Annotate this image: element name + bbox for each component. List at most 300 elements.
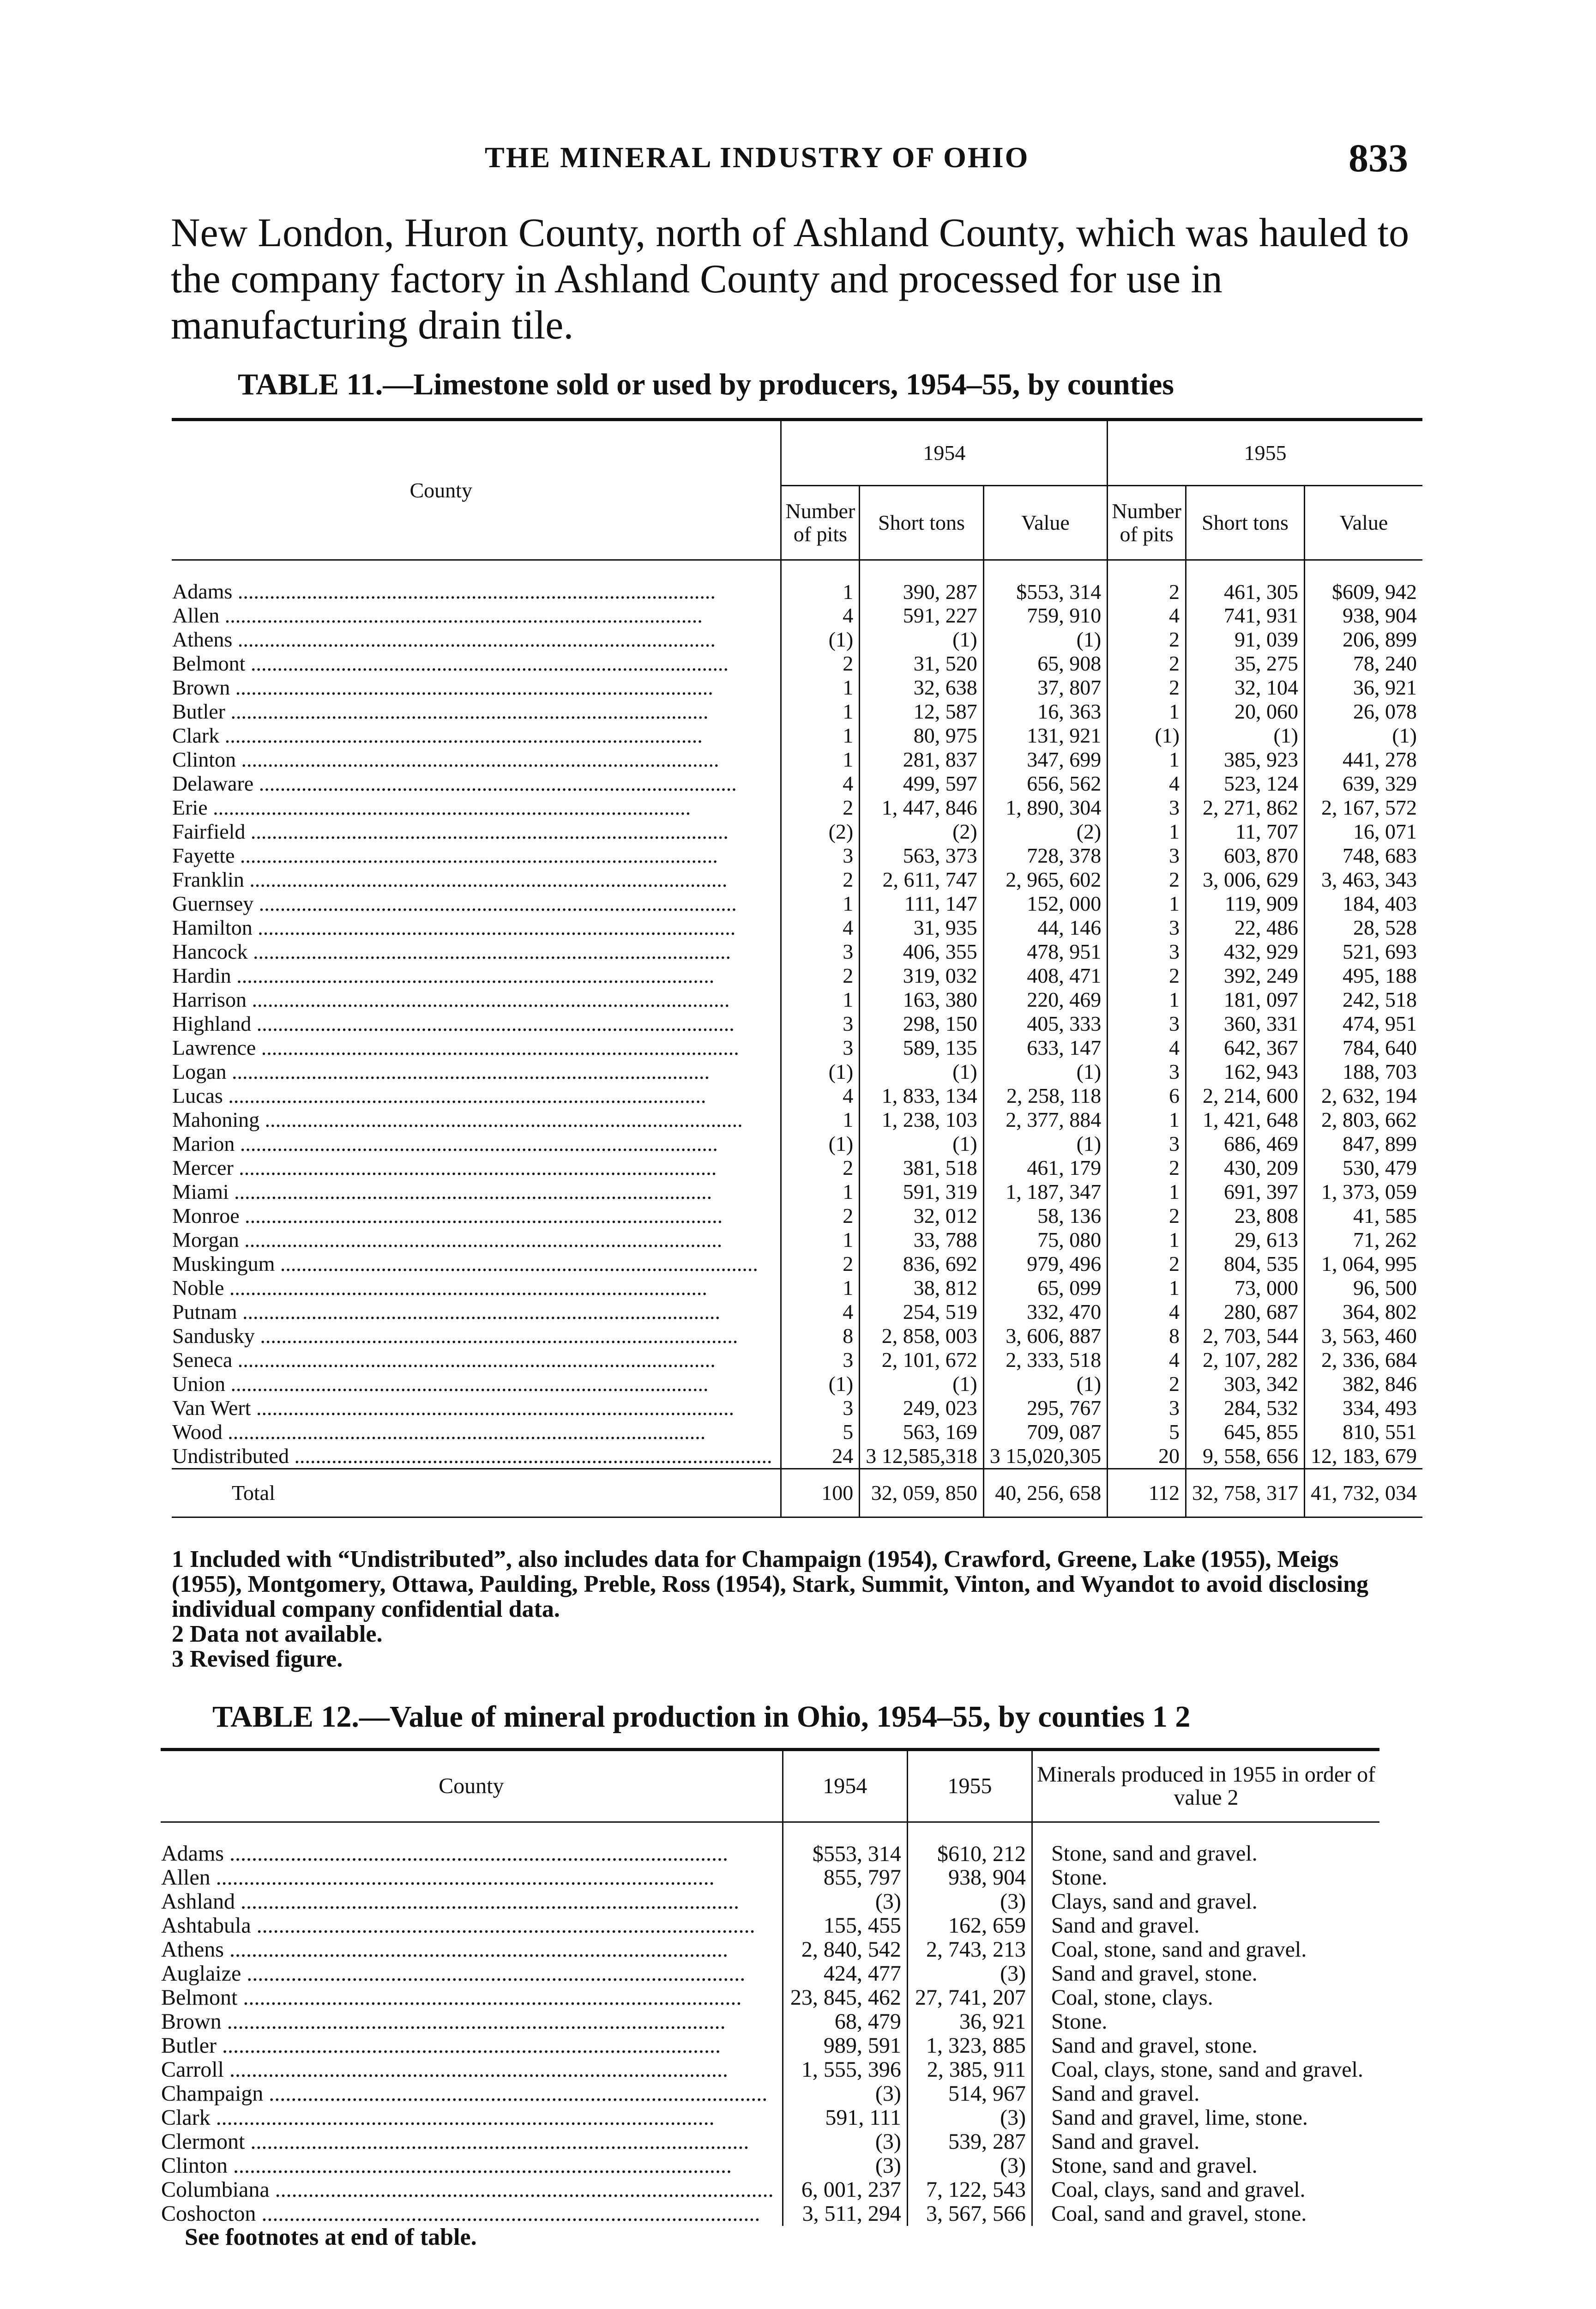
t11-cell-v55: 28, 528 bbox=[1304, 916, 1422, 940]
t11-cell-v54: 408, 471 bbox=[983, 964, 1108, 988]
t11-cell-t55: (1) bbox=[1186, 724, 1304, 748]
t11-cell-p55: 4 bbox=[1108, 1300, 1186, 1324]
t11-cell-p54: 1 bbox=[781, 892, 860, 916]
t11-county-cell bbox=[172, 1036, 781, 1060]
t11-cell-t55: 385, 923 bbox=[1186, 748, 1304, 772]
t11-cell-p55: 1 bbox=[1108, 820, 1186, 844]
t12-cell-minerals: Sand and gravel. bbox=[1032, 1914, 1379, 1938]
t12-row bbox=[161, 1822, 1379, 1866]
t11-cell-t55: 280, 687 bbox=[1186, 1300, 1304, 1324]
t11-cell-v55: 441, 278 bbox=[1304, 748, 1422, 772]
t11-row bbox=[172, 1060, 1422, 1084]
t11-row bbox=[172, 772, 1422, 796]
t12-cell-1954: 68, 479 bbox=[783, 2010, 907, 2034]
t12-row bbox=[161, 2202, 1379, 2226]
t11-county-name: Hardin .......................................................................................... bbox=[172, 964, 715, 987]
t11-cell-p55: 4 bbox=[1108, 604, 1186, 628]
t11-cell-v55: 748, 683 bbox=[1304, 844, 1422, 868]
t11-cell-v55: 639, 329 bbox=[1304, 772, 1422, 796]
t11-cell-p55: 2 bbox=[1108, 676, 1186, 700]
t11-cell-p55: 4 bbox=[1108, 772, 1186, 796]
t11-cell-p54: 1 bbox=[781, 988, 860, 1012]
t11-county-name: Muskingum .......................................................................................... bbox=[172, 1252, 758, 1275]
t11-cell-p55: 2 bbox=[1108, 1372, 1186, 1396]
t11-county-name: Wood .......................................................................................... bbox=[172, 1420, 706, 1444]
t11-county-name: Mahoning .......................................................................................... bbox=[172, 1108, 743, 1131]
t11-cell-v55: 3, 463, 343 bbox=[1304, 868, 1422, 892]
t11-cell-t54: 499, 597 bbox=[860, 772, 984, 796]
t11-county-cell bbox=[172, 988, 781, 1012]
t11-cell-p55: 3 bbox=[1108, 940, 1186, 964]
t11-cell-v54: 2, 377, 884 bbox=[983, 1108, 1108, 1132]
t11-cell-t55: 32, 104 bbox=[1186, 676, 1304, 700]
t12-county-cell bbox=[161, 1986, 783, 2010]
t11-row bbox=[172, 560, 1422, 604]
t11-cell-t54: 31, 935 bbox=[860, 916, 984, 940]
t12-cell-1955: (3) bbox=[907, 1890, 1032, 1914]
t11-cell-p54: 1 bbox=[781, 1108, 860, 1132]
t11-row bbox=[172, 988, 1422, 1012]
t11-cell-p55: 3 bbox=[1108, 796, 1186, 820]
running-title: THE MINERAL INDUSTRY OF OHIO bbox=[485, 141, 1030, 174]
t11-cell-p54: (1) bbox=[781, 628, 860, 652]
t11-cell-v55: 530, 479 bbox=[1304, 1156, 1422, 1180]
t11-county-name: Putnam .......................................................................................... bbox=[172, 1300, 721, 1324]
t11-cell-t54: (1) bbox=[860, 1132, 984, 1156]
page-header bbox=[171, 135, 1408, 186]
t11-cell-p54: 1 bbox=[781, 1228, 860, 1252]
t12-cell-1954: (3) bbox=[783, 2082, 907, 2106]
t11-cell-v54: 75, 080 bbox=[983, 1228, 1108, 1252]
t11-total-label: Total bbox=[172, 1469, 781, 1517]
t11-county-name: Harrison .......................................................................................... bbox=[172, 988, 730, 1011]
t11-total-tons-1955: 32, 758, 317 bbox=[1186, 1469, 1304, 1517]
t11-cell-p55: 1 bbox=[1108, 892, 1186, 916]
t12-row bbox=[161, 2130, 1379, 2154]
t11-county-cell bbox=[172, 676, 781, 700]
t11-cell-p55: 3 bbox=[1108, 1012, 1186, 1036]
t11-cell-v54: 131, 921 bbox=[983, 724, 1108, 748]
t11-cell-t54: (1) bbox=[860, 1372, 984, 1396]
t12-county-name: Athens .......................................................................................... bbox=[161, 1938, 728, 1961]
t11-cell-p55: 2 bbox=[1108, 628, 1186, 652]
t11-cell-t54: 1, 447, 846 bbox=[860, 796, 984, 820]
t11-row bbox=[172, 916, 1422, 940]
t11-cell-p54: 1 bbox=[781, 676, 860, 700]
t11-cell-p54: 3 bbox=[781, 1348, 860, 1372]
t11-cell-v55: 2, 336, 684 bbox=[1304, 1348, 1422, 1372]
t11-county-name: Logan .......................................................................................... bbox=[172, 1060, 710, 1083]
t11-cell-p55: 6 bbox=[1108, 1084, 1186, 1108]
t11-cell-v54: (2) bbox=[983, 820, 1108, 844]
t12-cell-1954: 1, 555, 396 bbox=[783, 2058, 907, 2082]
t11-cell-p54: (1) bbox=[781, 1060, 860, 1084]
t12-cell-1955: 539, 287 bbox=[907, 2130, 1032, 2154]
t11-county-name: Adams .......................................................................................... bbox=[172, 580, 716, 603]
t12-cell-1955: (3) bbox=[907, 2106, 1032, 2130]
t11-cell-t55: 181, 097 bbox=[1186, 988, 1304, 1012]
t11-cell-t55: 1, 421, 648 bbox=[1186, 1108, 1304, 1132]
t11-pits-1954-header: Number of pits bbox=[781, 486, 860, 560]
t11-cell-t54: 163, 380 bbox=[860, 988, 984, 1012]
t11-cell-p54: 1 bbox=[781, 748, 860, 772]
t11-cell-v54: 1, 890, 304 bbox=[983, 796, 1108, 820]
t11-cell-t55: 22, 486 bbox=[1186, 916, 1304, 940]
t11-row bbox=[172, 1084, 1422, 1108]
t11-cell-p54: 2 bbox=[781, 1252, 860, 1276]
t11-cell-p55: 2 bbox=[1108, 868, 1186, 892]
t12-county-cell bbox=[161, 2154, 783, 2178]
t12-row bbox=[161, 2178, 1379, 2202]
t12-minerals-header: Minerals produced in 1955 in order of value 2 bbox=[1032, 1750, 1379, 1822]
t11-cell-t55: 432, 929 bbox=[1186, 940, 1304, 964]
t11-cell-t54: 254, 519 bbox=[860, 1300, 984, 1324]
t12-row bbox=[161, 1914, 1379, 1938]
t11-cell-t55: 430, 209 bbox=[1186, 1156, 1304, 1180]
t11-county-name: Fayette .......................................................................................... bbox=[172, 844, 718, 867]
table-11-caption: TABLE 11.—Limestone sold or used by producers, 1954–55, by counties bbox=[238, 368, 1174, 401]
t11-county-cell bbox=[172, 1324, 781, 1348]
t12-county-cell bbox=[161, 2082, 783, 2106]
t11-row bbox=[172, 1132, 1422, 1156]
t12-cell-1954: (3) bbox=[783, 2130, 907, 2154]
t11-cell-v54: 16, 363 bbox=[983, 700, 1108, 724]
t11-cell-p55: 20 bbox=[1108, 1444, 1186, 1469]
t11-county-name: Allen .......................................................................................... bbox=[172, 604, 703, 627]
t11-county-name: Union .......................................................................................... bbox=[172, 1372, 709, 1396]
t11-cell-t55: 686, 469 bbox=[1186, 1132, 1304, 1156]
t12-county-cell bbox=[161, 1962, 783, 1986]
t12-cell-minerals: Sand and gravel. bbox=[1032, 2130, 1379, 2154]
t12-cell-1954: 23, 845, 462 bbox=[783, 1986, 907, 2010]
t12-row bbox=[161, 2058, 1379, 2082]
t11-value-1954-header: Value bbox=[983, 486, 1108, 560]
t12-county-cell bbox=[161, 2202, 783, 2226]
footnote-3: 3 Revised figure. bbox=[172, 1646, 343, 1672]
t11-cell-v54: 3 15,020,305 bbox=[983, 1444, 1108, 1469]
t11-cell-p54: 2 bbox=[781, 964, 860, 988]
t11-county-cell bbox=[172, 748, 781, 772]
t12-body bbox=[161, 1822, 1379, 2226]
t12-county-name: Champaign .......................................................................................... bbox=[161, 2082, 768, 2105]
t12-cell-1954: 155, 455 bbox=[783, 1914, 907, 1938]
t12-county-name: Ashland .......................................................................................... bbox=[161, 1890, 739, 1913]
t12-cell-1954: 855, 797 bbox=[783, 1866, 907, 1890]
t11-row bbox=[172, 724, 1422, 748]
t11-county-cell bbox=[172, 1132, 781, 1156]
t11-cell-p54: 2 bbox=[781, 652, 860, 676]
t11-cell-v55: 938, 904 bbox=[1304, 604, 1422, 628]
t12-cell-1955: (3) bbox=[907, 2154, 1032, 2178]
t11-county-name: Lucas .......................................................................................... bbox=[172, 1084, 706, 1107]
t11-row bbox=[172, 1156, 1422, 1180]
t12-county-name: Ashtabula .......................................................................................... bbox=[161, 1914, 755, 1937]
t11-row bbox=[172, 1324, 1422, 1348]
table-11 bbox=[172, 418, 1422, 1518]
t12-cell-1955: 36, 921 bbox=[907, 2010, 1032, 2034]
t11-cell-t54: 3 12,585,318 bbox=[860, 1444, 984, 1469]
t12-cell-minerals: Coal, stone, clays. bbox=[1032, 1986, 1379, 2010]
t11-cell-t54: (1) bbox=[860, 628, 984, 652]
t11-county-cell bbox=[172, 1156, 781, 1180]
t11-cell-v54: 347, 699 bbox=[983, 748, 1108, 772]
t12-row bbox=[161, 1962, 1379, 1986]
t11-county-cell bbox=[172, 700, 781, 724]
t11-cell-t55: 392, 249 bbox=[1186, 964, 1304, 988]
t11-cell-v55: 382, 846 bbox=[1304, 1372, 1422, 1396]
t11-cell-v55: 26, 078 bbox=[1304, 700, 1422, 724]
t11-cell-p54: (2) bbox=[781, 820, 860, 844]
t11-cell-t54: 249, 023 bbox=[860, 1396, 984, 1420]
t12-row bbox=[161, 1866, 1379, 1890]
t11-county-header: County bbox=[172, 420, 781, 560]
t11-county-name: Seneca .......................................................................................... bbox=[172, 1348, 716, 1372]
t12-cell-1955: 7, 122, 543 bbox=[907, 2178, 1032, 2202]
t12-county-name: Belmont .......................................................................................... bbox=[161, 1986, 742, 2009]
t12-row bbox=[161, 2082, 1379, 2106]
t11-cell-v54: 728, 378 bbox=[983, 844, 1108, 868]
t11-county-cell bbox=[172, 560, 781, 604]
t11-row bbox=[172, 1252, 1422, 1276]
t11-row bbox=[172, 1444, 1422, 1469]
t11-county-name: Noble .......................................................................................... bbox=[172, 1276, 707, 1300]
t11-county-cell bbox=[172, 772, 781, 796]
t12-cell-minerals: Stone. bbox=[1032, 2010, 1379, 2034]
t11-cell-p55: 1 bbox=[1108, 1276, 1186, 1300]
t11-row bbox=[172, 820, 1422, 844]
t12-cell-1954: 591, 111 bbox=[783, 2106, 907, 2130]
t11-cell-v55: 474, 951 bbox=[1304, 1012, 1422, 1036]
t11-cell-t55: 645, 855 bbox=[1186, 1420, 1304, 1444]
t11-county-name: Erie .......................................................................................... bbox=[172, 796, 691, 819]
t11-cell-t55: 2, 271, 862 bbox=[1186, 796, 1304, 820]
t11-cell-t55: 23, 808 bbox=[1186, 1204, 1304, 1228]
t11-row bbox=[172, 796, 1422, 820]
t11-row bbox=[172, 748, 1422, 772]
t11-cell-t54: (1) bbox=[860, 1060, 984, 1084]
t11-cell-t55: 20, 060 bbox=[1186, 700, 1304, 724]
t11-cell-p55: 2 bbox=[1108, 652, 1186, 676]
t11-county-name: Highland .......................................................................................... bbox=[172, 1012, 735, 1035]
t11-cell-p54: 8 bbox=[781, 1324, 860, 1348]
t11-cell-v54: 3, 606, 887 bbox=[983, 1324, 1108, 1348]
t11-row bbox=[172, 1396, 1422, 1420]
t11-cell-t55: 461, 305 bbox=[1186, 560, 1304, 604]
t11-cell-v54: 709, 087 bbox=[983, 1420, 1108, 1444]
t11-cell-t55: 360, 331 bbox=[1186, 1012, 1304, 1036]
t11-row bbox=[172, 1348, 1422, 1372]
t11-cell-v55: 3, 563, 460 bbox=[1304, 1324, 1422, 1348]
t11-cell-t54: 298, 150 bbox=[860, 1012, 984, 1036]
t11-year-1954: 1954 bbox=[781, 420, 1108, 486]
t11-cell-t54: 591, 227 bbox=[860, 604, 984, 628]
t12-cell-1954: (3) bbox=[783, 1890, 907, 1914]
t11-cell-v54: 44, 146 bbox=[983, 916, 1108, 940]
t11-county-cell bbox=[172, 1060, 781, 1084]
t11-cell-p55: 1 bbox=[1108, 1108, 1186, 1132]
t11-county-cell bbox=[172, 1396, 781, 1420]
t11-cell-p54: 1 bbox=[781, 1276, 860, 1300]
t11-county-cell bbox=[172, 1204, 781, 1228]
t11-cell-t55: 29, 613 bbox=[1186, 1228, 1304, 1252]
t12-county-name: Carroll .......................................................................................... bbox=[161, 2058, 728, 2081]
t11-cell-v54: (1) bbox=[983, 1372, 1108, 1396]
t11-cell-p54: 1 bbox=[781, 560, 860, 604]
t11-cell-t54: 111, 147 bbox=[860, 892, 984, 916]
t11-cell-p54: 3 bbox=[781, 940, 860, 964]
t11-cell-p55: 2 bbox=[1108, 1252, 1186, 1276]
t11-cell-t54: 406, 355 bbox=[860, 940, 984, 964]
t11-county-name: Clinton .......................................................................................... bbox=[172, 748, 719, 771]
t11-county-name: Belmont .......................................................................................... bbox=[172, 652, 729, 675]
t11-row bbox=[172, 1228, 1422, 1252]
t11-cell-p55: 1 bbox=[1108, 700, 1186, 724]
t12-cell-minerals: Coal, clays, stone, sand and gravel. bbox=[1032, 2058, 1379, 2082]
t12-1955-header: 1955 bbox=[907, 1750, 1032, 1822]
t11-total-pits-1954: 100 bbox=[781, 1469, 860, 1517]
t11-cell-p54: 2 bbox=[781, 1156, 860, 1180]
t11-row bbox=[172, 892, 1422, 916]
t11-row bbox=[172, 1276, 1422, 1300]
t12-cell-1955: 2, 385, 911 bbox=[907, 2058, 1032, 2082]
t11-cell-t55: 119, 909 bbox=[1186, 892, 1304, 916]
table-12 bbox=[161, 1748, 1379, 2226]
t12-cell-1954: 989, 591 bbox=[783, 2034, 907, 2058]
t12-row bbox=[161, 2010, 1379, 2034]
t12-cell-minerals: Coal, stone, sand and gravel. bbox=[1032, 1938, 1379, 1962]
t11-row bbox=[172, 1420, 1422, 1444]
t11-cell-t54: 80, 975 bbox=[860, 724, 984, 748]
t11-pits-1955-header: Number of pits bbox=[1108, 486, 1186, 560]
footnote-1: 1 Included with “Undistributed”, also includes data for Champaign (1954), Crawford, Greene, Lake (1955), Meigs (1955), Montgomery, Ottawa, Paulding, Preble, Ross (1954), Stark, Summit, Vinton, and Wyandot to avoid disclosing individual company confidential data. bbox=[172, 1546, 1369, 1622]
t12-county-cell bbox=[161, 2010, 783, 2034]
t11-county-cell bbox=[172, 844, 781, 868]
t11-cell-v54: 759, 910 bbox=[983, 604, 1108, 628]
t11-county-cell bbox=[172, 1276, 781, 1300]
t11-cell-p55: 1 bbox=[1108, 1180, 1186, 1204]
t11-cell-t55: 642, 367 bbox=[1186, 1036, 1304, 1060]
t11-county-cell bbox=[172, 940, 781, 964]
t12-cell-1954: 3, 511, 294 bbox=[783, 2202, 907, 2226]
t12-row bbox=[161, 2034, 1379, 2058]
t11-cell-p54: 3 bbox=[781, 1396, 860, 1420]
t12-cell-1955: 162, 659 bbox=[907, 1914, 1032, 1938]
t11-cell-v54: 332, 470 bbox=[983, 1300, 1108, 1324]
t11-cell-t54: 2, 101, 672 bbox=[860, 1348, 984, 1372]
t11-county-name: Morgan .......................................................................................... bbox=[172, 1228, 723, 1251]
table-12-caption: TABLE 12.—Value of mineral production in Ohio, 1954–55, by counties 1 2 bbox=[212, 1700, 1191, 1734]
t11-cell-v55: 71, 262 bbox=[1304, 1228, 1422, 1252]
t11-county-name: Mercer .......................................................................................... bbox=[172, 1156, 717, 1179]
t11-county-name: Delaware .......................................................................................... bbox=[172, 772, 737, 795]
t11-cell-v55: (1) bbox=[1304, 724, 1422, 748]
t11-cell-v55: 810, 551 bbox=[1304, 1420, 1422, 1444]
t12-cell-minerals: Stone, sand and gravel. bbox=[1032, 2154, 1379, 2178]
t11-cell-v55: 96, 500 bbox=[1304, 1276, 1422, 1300]
t11-total-value-1955: 41, 732, 034 bbox=[1304, 1469, 1422, 1517]
t11-cell-p55: (1) bbox=[1108, 724, 1186, 748]
t12-cell-1954: 6, 001, 237 bbox=[783, 2178, 907, 2202]
t11-cell-t54: (2) bbox=[860, 820, 984, 844]
t12-county-cell bbox=[161, 2034, 783, 2058]
t11-cell-p55: 5 bbox=[1108, 1420, 1186, 1444]
t11-cell-t54: 591, 319 bbox=[860, 1180, 984, 1204]
t11-cell-v54: 979, 496 bbox=[983, 1252, 1108, 1276]
t11-cell-p54: 3 bbox=[781, 1012, 860, 1036]
t11-cell-v55: 36, 921 bbox=[1304, 676, 1422, 700]
t11-county-name: Hamilton .......................................................................................... bbox=[172, 916, 736, 939]
t11-county-cell bbox=[172, 892, 781, 916]
t11-cell-t55: 3, 006, 629 bbox=[1186, 868, 1304, 892]
t11-county-cell bbox=[172, 1084, 781, 1108]
t11-cell-v54: (1) bbox=[983, 1060, 1108, 1084]
t11-cell-v55: $609, 942 bbox=[1304, 560, 1422, 604]
t12-county-name: Clark .......................................................................................... bbox=[161, 2106, 715, 2129]
t11-county-name: Clark .......................................................................................... bbox=[172, 724, 703, 747]
t12-county-cell bbox=[161, 1866, 783, 1890]
t11-cell-v55: 206, 899 bbox=[1304, 628, 1422, 652]
t11-cell-t55: 162, 943 bbox=[1186, 1060, 1304, 1084]
t11-county-cell bbox=[172, 1300, 781, 1324]
t11-row bbox=[172, 1108, 1422, 1132]
t12-county-name: Allen .......................................................................................... bbox=[161, 1866, 715, 1889]
t11-cell-t54: 2, 858, 003 bbox=[860, 1324, 984, 1348]
t11-cell-t54: 33, 788 bbox=[860, 1228, 984, 1252]
t11-county-name: Fairfield .......................................................................................... bbox=[172, 820, 729, 843]
t11-cell-t54: 2, 611, 747 bbox=[860, 868, 984, 892]
t11-county-cell bbox=[172, 1420, 781, 1444]
t11-cell-p54: (1) bbox=[781, 1132, 860, 1156]
t11-cell-t54: 589, 135 bbox=[860, 1036, 984, 1060]
t11-cell-v54: 656, 562 bbox=[983, 772, 1108, 796]
t11-cell-p55: 1 bbox=[1108, 748, 1186, 772]
t12-county-cell bbox=[161, 1890, 783, 1914]
t11-cell-t54: 12, 587 bbox=[860, 700, 984, 724]
t12-cell-minerals: Sand and gravel. bbox=[1032, 2082, 1379, 2106]
t11-cell-p54: 2 bbox=[781, 796, 860, 820]
t11-cell-t54: 31, 520 bbox=[860, 652, 984, 676]
t12-cell-minerals: Sand and gravel, stone. bbox=[1032, 2034, 1379, 2058]
t12-cell-minerals: Sand and gravel, stone. bbox=[1032, 1962, 1379, 1986]
t11-cell-t54: 32, 012 bbox=[860, 1204, 984, 1228]
t11-row bbox=[172, 1012, 1422, 1036]
t12-county-name: Auglaize .......................................................................................... bbox=[161, 1962, 746, 1985]
t11-cell-v54: 152, 000 bbox=[983, 892, 1108, 916]
t11-county-cell bbox=[172, 1348, 781, 1372]
t11-cell-p55: 8 bbox=[1108, 1324, 1186, 1348]
t12-cell-minerals: Clays, sand and gravel. bbox=[1032, 1890, 1379, 1914]
t11-county-cell bbox=[172, 1252, 781, 1276]
t11-cell-p55: 1 bbox=[1108, 1228, 1186, 1252]
t11-cell-v54: 478, 951 bbox=[983, 940, 1108, 964]
t11-cell-t55: 9, 558, 656 bbox=[1186, 1444, 1304, 1469]
t11-cell-t55: 691, 397 bbox=[1186, 1180, 1304, 1204]
t11-cell-p55: 4 bbox=[1108, 1036, 1186, 1060]
t11-county-cell bbox=[172, 1228, 781, 1252]
t11-cell-v54: 295, 767 bbox=[983, 1396, 1108, 1420]
t12-cell-1954: $553, 314 bbox=[783, 1822, 907, 1866]
t12-cell-1955: 938, 904 bbox=[907, 1866, 1032, 1890]
t12-1954-header: 1954 bbox=[783, 1750, 907, 1822]
t11-county-name: Hancock .......................................................................................... bbox=[172, 940, 731, 963]
t12-cell-minerals: Coal, sand and gravel, stone. bbox=[1032, 2202, 1379, 2226]
t11-cell-v55: 364, 802 bbox=[1304, 1300, 1422, 1324]
t11-cell-v55: 16, 071 bbox=[1304, 820, 1422, 844]
t11-cell-p54: 24 bbox=[781, 1444, 860, 1469]
t11-value-1955-header: Value bbox=[1304, 486, 1422, 560]
t11-county-cell bbox=[172, 964, 781, 988]
t11-total-tons-1954: 32, 059, 850 bbox=[860, 1469, 984, 1517]
